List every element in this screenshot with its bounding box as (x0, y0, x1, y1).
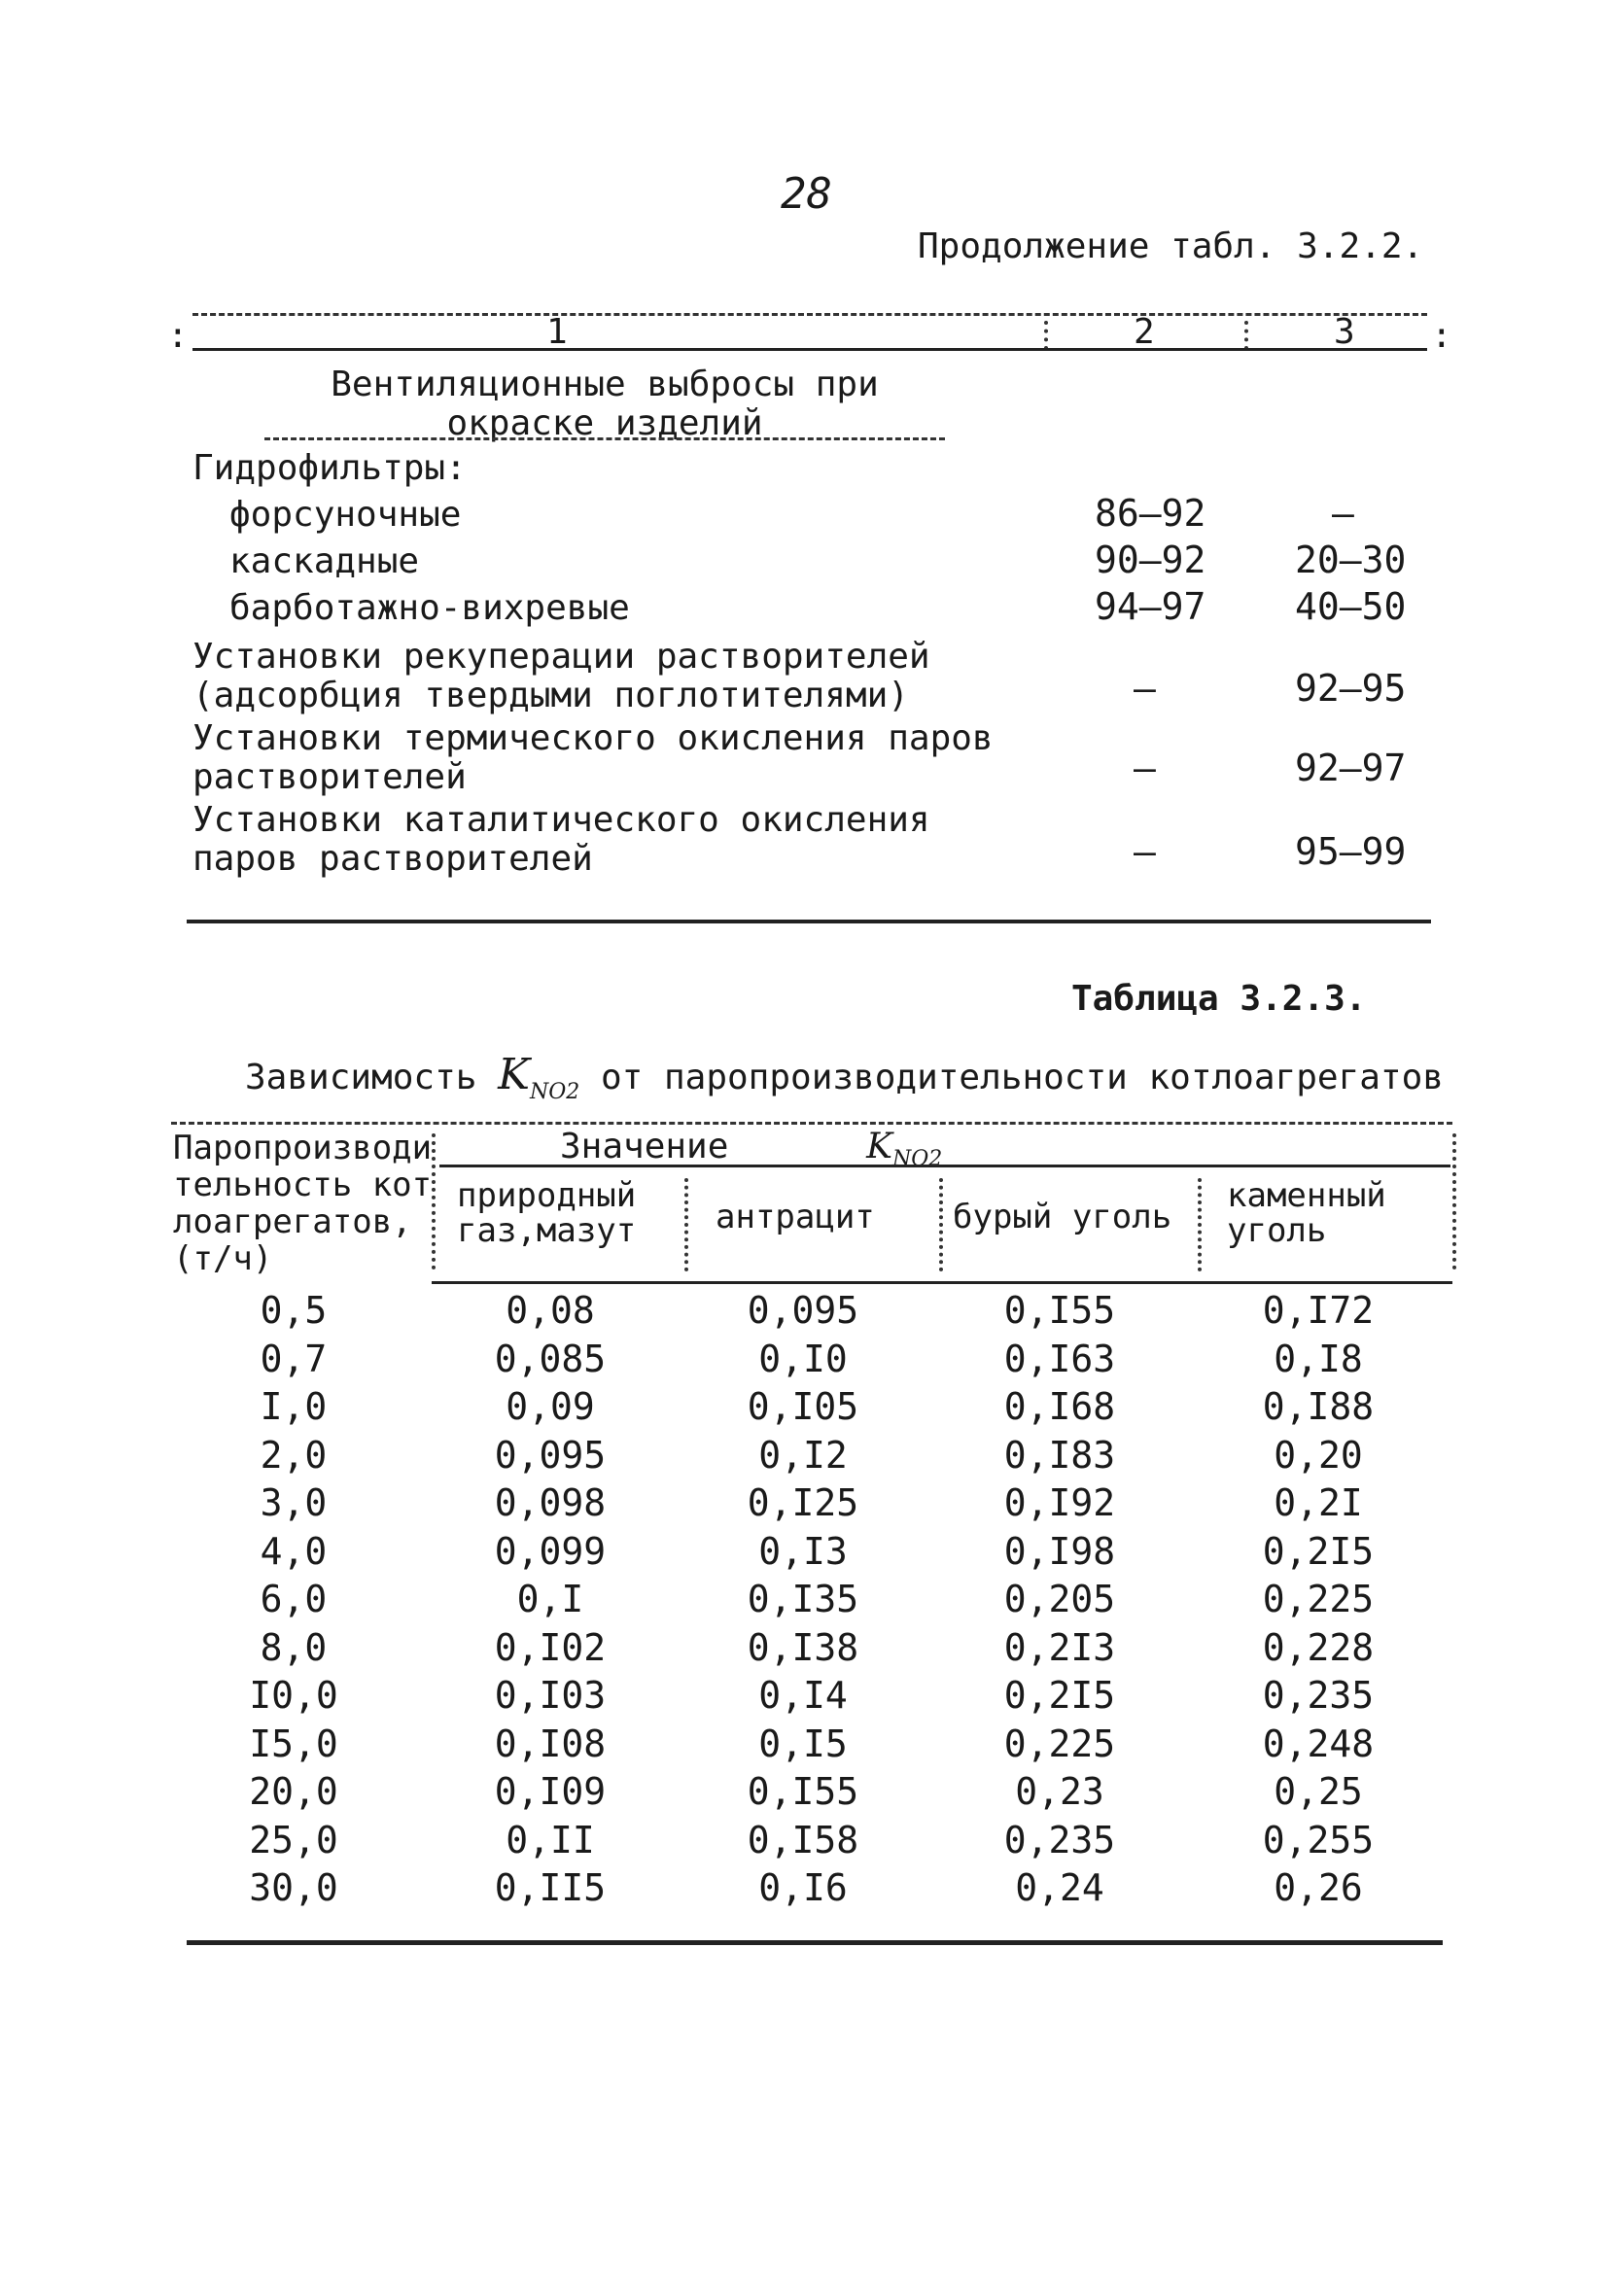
cell-hard-coal: 0,225 (1262, 1578, 1375, 1620)
cell-brown-coal: 0,2I3 (1003, 1625, 1116, 1669)
cell-brown-coal: 0,24 (1015, 1866, 1104, 1909)
cell-brown-coal: 0,I98 (1003, 1529, 1116, 1573)
header-col1: Паропроизводительность котлоагрегатов,(т/ч) (173, 1129, 433, 1278)
cont-col-header-1: 1 (546, 312, 568, 352)
cell-gas-mazut: 0,I (516, 1578, 584, 1620)
table-row (0, 1676, 1607, 1724)
cell-hard-coal: 0,I72 (1262, 1289, 1375, 1332)
cell-capacity: 0,7 (260, 1337, 328, 1380)
subheader-anthracite: антрацит (716, 1198, 875, 1236)
cell-hard-coal: 0,2I (1274, 1481, 1363, 1524)
cont-top-rule (192, 313, 1427, 316)
cont-row-c3: 20–30 (1295, 539, 1407, 581)
cont-group-title: Гидрофильтры: (192, 448, 467, 488)
cell-gas-mazut: 0,I03 (494, 1674, 607, 1717)
header-group-rule (439, 1165, 1450, 1167)
header-k-letter: K (866, 1127, 892, 1166)
title-suffix: от паропроизводительности котлоагрегатов (600, 1058, 1444, 1097)
subheader-sep-1 (684, 1178, 688, 1271)
cell-brown-coal: 0,225 (1003, 1722, 1116, 1765)
header-k-sub: NO2 (891, 1147, 943, 1172)
cell-anthracite: 0,I25 (747, 1481, 859, 1524)
table-row (0, 1580, 1607, 1628)
cont-row-c3: 92–97 (1295, 747, 1407, 789)
cont-header-rule (192, 348, 1427, 351)
table-number: Таблица 3.2.3. (1071, 979, 1367, 1019)
cell-gas-mazut: 0,099 (494, 1529, 607, 1573)
cont-row-label: Установки термического окисления паров растворителей (192, 718, 994, 797)
cont-row-label: барботажно-вихревые (229, 588, 630, 628)
cont-row-c2: 94–97 (1095, 585, 1206, 628)
cell-anthracite: 0,095 (747, 1289, 859, 1332)
cont-row-c3: 95–99 (1295, 830, 1407, 873)
cell-gas-mazut: 0,098 (494, 1481, 607, 1524)
table-top-rule (171, 1122, 1452, 1125)
table-row (0, 1387, 1607, 1436)
cont-row-label: форсуночные (229, 495, 462, 535)
cell-hard-coal: 0,248 (1262, 1722, 1375, 1765)
cell-hard-coal: 0,228 (1262, 1625, 1375, 1669)
cell-hard-coal: 0,I88 (1262, 1385, 1375, 1428)
table-row (0, 1529, 1607, 1581)
cell-brown-coal: 0,2I5 (1003, 1674, 1116, 1717)
cont-row-label: Установки каталитического окисления паров растворителей (192, 800, 930, 879)
continuation-caption: Продолжение табл. 3.2.2. (918, 226, 1424, 266)
cell-anthracite: 0,I2 (758, 1433, 848, 1477)
cont-row-label: Установки рекуперации растворителей (адсорбция твердыми поглотителями) (192, 637, 930, 715)
cell-hard-coal: 0,2I5 (1262, 1529, 1375, 1573)
subheader-brown-coal: бурый уголь (953, 1198, 1172, 1236)
header-col1-sep (432, 1133, 436, 1270)
cell-capacity: 4,0 (260, 1529, 328, 1573)
page-number: 28 (781, 169, 832, 219)
table-row (0, 1339, 1607, 1388)
header-k-symbol (866, 1127, 943, 1172)
cont-row-c3: – (1332, 492, 1354, 535)
cell-capacity: I0,0 (249, 1674, 338, 1717)
header-right-edge (1452, 1133, 1456, 1270)
table-row (0, 1724, 1607, 1773)
cont-col-header-2: 2 (1134, 312, 1155, 352)
table-row (0, 1818, 1607, 1869)
cell-capacity: I5,0 (249, 1722, 338, 1765)
cell-capacity: 20,0 (249, 1770, 338, 1813)
cell-brown-coal: 0,I55 (1003, 1289, 1116, 1332)
cell-capacity: 0,5 (260, 1289, 328, 1332)
subheader-gas-mazut: природный газ,мазут (457, 1176, 637, 1250)
header-group-label: Значение (560, 1127, 729, 1166)
cell-anthracite: 0,I3 (758, 1529, 848, 1573)
cell-gas-mazut: 0,095 (494, 1433, 607, 1477)
title-prefix: Зависимость (245, 1058, 477, 1097)
cell-gas-mazut: 0,I08 (494, 1722, 607, 1765)
cell-brown-coal: 0,I92 (1003, 1481, 1116, 1524)
title-k-symbol (498, 1050, 580, 1104)
title-k-letter: K (498, 1050, 530, 1099)
cont-left-colon: : (167, 316, 189, 356)
cell-gas-mazut: 0,08 (506, 1289, 595, 1332)
cell-anthracite: 0,I6 (758, 1866, 848, 1909)
cell-brown-coal: 0,I63 (1003, 1337, 1116, 1380)
cell-anthracite: 0,I4 (758, 1674, 848, 1717)
cell-brown-coal: 0,I83 (1003, 1433, 1116, 1477)
cell-gas-mazut: 0,I09 (494, 1770, 607, 1813)
cell-hard-coal: 0,20 (1274, 1433, 1363, 1477)
cell-hard-coal: 0,26 (1274, 1866, 1363, 1909)
cell-brown-coal: 0,205 (1003, 1578, 1116, 1620)
subheader-sep-3 (1198, 1178, 1202, 1271)
table-row (0, 1625, 1607, 1677)
cont-row-c2: 90–92 (1095, 539, 1206, 581)
cell-brown-coal: 0,23 (1015, 1770, 1104, 1813)
title-k-sub: NO2 (529, 1079, 580, 1104)
cell-gas-mazut: 0,I02 (494, 1625, 607, 1669)
table-row (0, 1291, 1607, 1339)
cell-gas-mazut: 0,II5 (494, 1866, 607, 1909)
cont-bottom-rule (187, 920, 1431, 923)
cell-capacity: 2,0 (260, 1433, 328, 1477)
table-body (0, 1283, 1607, 1909)
cell-hard-coal: 0,I8 (1274, 1337, 1363, 1380)
cont-header-sep-1 (1044, 321, 1048, 350)
table-row (0, 1868, 1607, 1917)
cell-anthracite: 0,I5 (758, 1722, 848, 1765)
cell-capacity: 30,0 (249, 1866, 338, 1909)
cell-capacity: 8,0 (260, 1625, 328, 1669)
cont-col-header-3: 3 (1334, 312, 1355, 352)
cont-section-underline (264, 437, 945, 440)
cell-anthracite: 0,I05 (747, 1385, 859, 1428)
cell-hard-coal: 0,255 (1262, 1818, 1375, 1861)
cell-anthracite: 0,I35 (747, 1578, 859, 1620)
cont-section-title: Вентиляционные выбросы при окраске изделий (331, 365, 879, 443)
cont-row-c2: – (1134, 667, 1156, 710)
cell-capacity: 25,0 (249, 1818, 338, 1861)
subheader-hard-coal: каменный уголь (1227, 1176, 1386, 1250)
cont-row-c2: – (1134, 747, 1156, 789)
cell-capacity: 6,0 (260, 1578, 328, 1620)
header-group (560, 1128, 942, 1179)
cell-anthracite: 0,I0 (758, 1337, 848, 1380)
cell-gas-mazut: 0,09 (506, 1385, 595, 1428)
cell-gas-mazut: 0,085 (494, 1337, 607, 1380)
cont-row-label: каскадные (229, 541, 420, 581)
cont-row-c3: 40–50 (1295, 585, 1407, 628)
table-row (0, 1772, 1607, 1821)
cont-header-sep-2 (1244, 321, 1248, 350)
cell-hard-coal: 0,235 (1262, 1674, 1375, 1717)
cell-brown-coal: 0,235 (1003, 1818, 1116, 1861)
cell-anthracite: 0,I58 (747, 1818, 859, 1861)
cont-row-c2: – (1134, 830, 1156, 873)
cont-row-c2: 86–92 (1095, 492, 1206, 535)
cell-hard-coal: 0,25 (1274, 1770, 1363, 1813)
cell-anthracite: 0,I55 (747, 1770, 859, 1813)
cell-brown-coal: 0,I68 (1003, 1385, 1116, 1428)
table-bottom-rule (187, 1940, 1443, 1945)
cell-capacity: 3,0 (260, 1481, 328, 1524)
subheader-sep-2 (939, 1178, 943, 1271)
cell-anthracite: 0,I38 (747, 1625, 859, 1669)
cont-row-c3: 92–95 (1295, 667, 1407, 710)
cell-gas-mazut: 0,II (506, 1818, 595, 1861)
table-title (245, 1050, 1444, 1112)
table-row (0, 1483, 1607, 1532)
cont-right-colon: : (1431, 316, 1452, 356)
cell-capacity: I,0 (260, 1385, 328, 1428)
table-row (0, 1433, 1607, 1484)
